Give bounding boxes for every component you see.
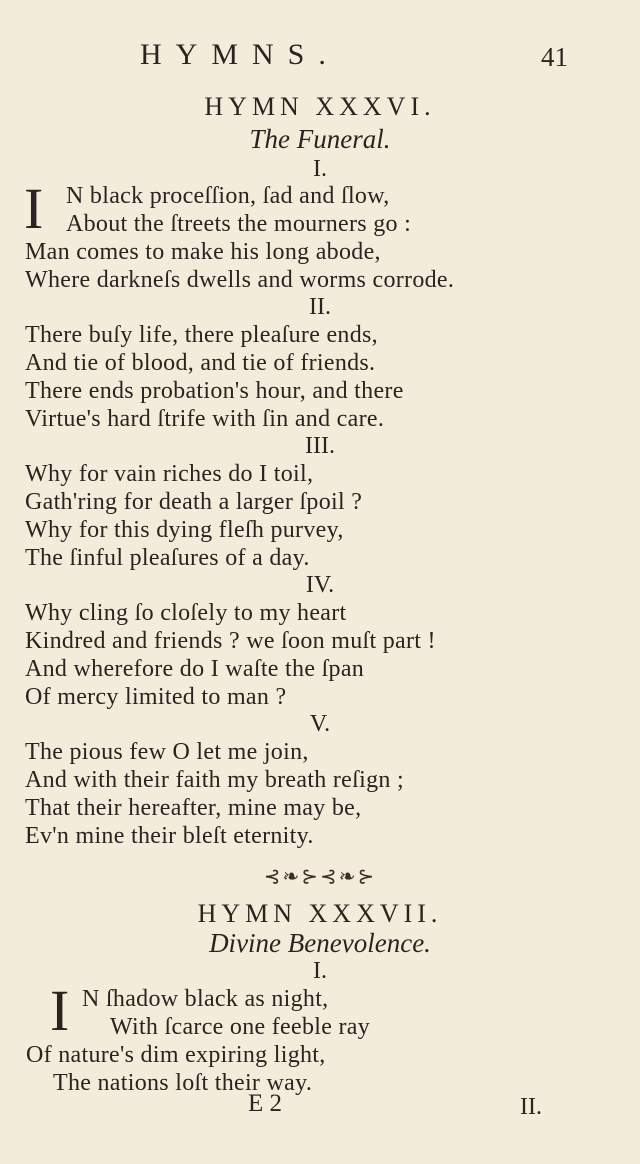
verse-line: Kindred and friends ? we ſoon muſt part ! [25,628,436,654]
page-number: 41 [541,42,568,72]
verse-line: And with their faith my breath reſign ; [25,767,404,793]
stanza-number: I. [313,156,327,182]
verse-line: The ſinful pleaſures of a day. [25,545,310,571]
verse-line: The pious few O let me join, [25,739,309,765]
verse-line: About the ſtreets the mourners go : [66,211,412,237]
stanza-number: III. [305,433,335,459]
drop-cap: I [50,978,70,1043]
verse-line: Man comes to make his long abode, [25,239,381,265]
catchword: II. [520,1094,542,1120]
verse-line: Of mercy limited to man ? [25,684,287,710]
verse-line: N ſhadow black as night, [82,986,329,1012]
verse-line: The nations loſt their way. [53,1070,313,1096]
running-title: HYMNS. [140,38,340,71]
verse-line: Why cling ſo cloſely to my heart [25,600,347,626]
verse-line: There buſy life, there pleaſure ends, [25,322,378,348]
stanza-number: I. [313,958,327,984]
signature-mark: E 2 [248,1090,283,1117]
verse-line: And tie of blood, and tie of friends. [25,350,376,376]
running-head [0,38,640,78]
verse-line: Ev'n mine their bleſt eternity. [25,823,314,849]
verse-line: That their hereafter, mine may be, [25,795,362,821]
verse-line: Why for this dying fleſh purvey, [25,517,344,543]
hymn-title: HYMN XXXVII. [197,899,443,928]
stanza-number: V. [309,711,331,737]
hymn-subtitle: The Funeral. [249,124,391,154]
verse-line: Gath'ring for death a larger ſpoil ? [25,489,363,515]
ornament-divider: ⊰❧⊱⊰❧⊱ [263,866,377,888]
verse-line: Of nature's dim expiring light, [26,1042,326,1068]
verse-line: And wherefore do I waſte the ſpan [25,656,365,682]
stanza-number: II. [309,294,331,320]
hymn-subtitle: Divine Benevolence. [209,928,431,958]
verse-line: There ends probation's hour, and there [25,378,404,404]
hymn-title: HYMN XXXVI. [204,92,436,121]
verse-line: Why for vain riches do I toil, [25,461,314,487]
stanza-number: IV. [305,572,335,598]
drop-cap: I [24,176,44,241]
verse-line: With ſcarce one feeble ray [110,1014,371,1040]
verse-line: Where darkneſs dwells and worms corrode. [25,267,455,293]
verse-line: Virtue's hard ſtrife with ſin and care. [25,406,385,432]
verse-line: N black proceſſion, ſad and ſlow, [66,183,390,209]
